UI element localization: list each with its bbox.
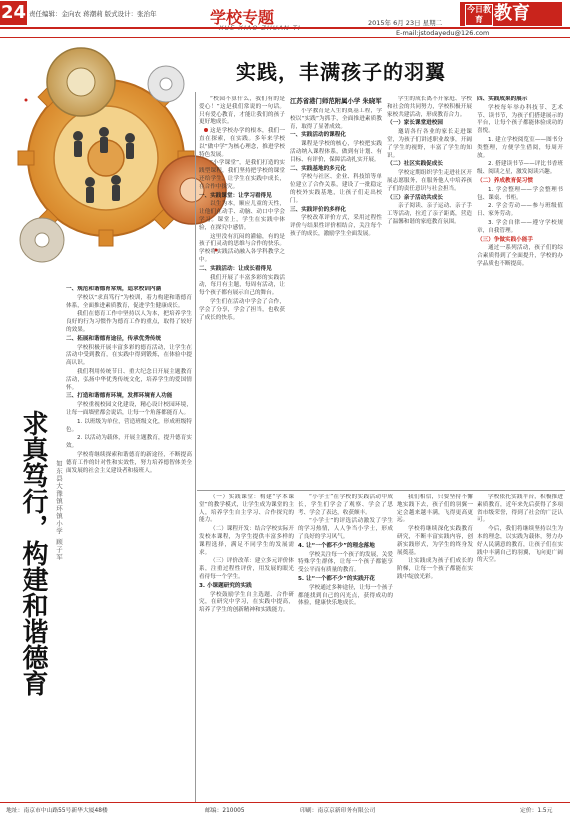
paragraph: 学校鼓励学生自主选题、合作研究，在研究中学习，在实践中提高，培养了学生的创新精神和实践能力。 (199, 591, 294, 614)
subheading: （三）争做实践小能手 (477, 236, 533, 243)
main-article-column-2 (290, 108, 382, 488)
header-divider (0, 27, 570, 29)
main-article-column-6 (298, 494, 393, 804)
paragraph: 让实践成为孩子们成长的阶梯，让每一个孩子都能在实践中绽放光彩。 (397, 558, 473, 580)
footer-price: 定价：1.5元 (520, 808, 553, 814)
paragraph: 以生为本，顺应儿童的天性，让他们在动手、动脑、动口中学会学习。课堂上，学生在实践中体验，在探究中感悟。 (199, 201, 285, 231)
page-footer (0, 805, 570, 817)
subheading: 三、实践评价的多样化 (290, 206, 346, 213)
page-number: 24 (0, 2, 27, 23)
subheading: 一、实践活动的课程化 (290, 132, 346, 139)
paragraph: 我们相信，只要坚持不懈地实践下去，孩子们的羽翼一定会越来越丰满，飞得更高更远。 (397, 494, 473, 524)
main-article-column-1 (199, 96, 285, 488)
page-header (0, 0, 570, 37)
left-article-title: 求真笃行，构建和谐德育 (18, 410, 48, 696)
paragraph: 学校将继续探索和谐德育的新途径，不断提高德育工作的针对性和实效性，努力培养德智体美全面发展的社会主义建设者和接班人。 (66, 451, 192, 474)
left-article-body (66, 286, 192, 802)
main-article-column-8 (477, 494, 563, 804)
paragraph: 通过一系列活动，孩子们的综合素质得到了全面提升，学校的办学品质也不断提高。 (477, 245, 563, 267)
footer-divider (0, 802, 570, 803)
paragraph: “校园不算什么，我们有的是爱心！”这是我们常说的一句话。只有爱心教育，才能让我们的孩子更好地成长。 (199, 96, 285, 126)
subheading: 一、规范和谐德育常规，追求校训内涵 (66, 286, 162, 292)
paragraph: 学生的成长离不开家庭、学校和社会的共同努力，学校积极开展家校共建活动，形成教育合力。 (387, 96, 472, 118)
section-divider (197, 490, 565, 491)
section-title: 学校专题 (210, 8, 275, 27)
paragraph: 2. 学会劳动——参与班级值日、家务劳动。 (477, 203, 563, 218)
main-article-column-3 (387, 96, 472, 488)
subheading: 4. 让“一个都不少”的理念落地 (298, 542, 375, 549)
subheading: （二）社区实践促成长 (387, 161, 443, 168)
header-divider-thin (0, 37, 570, 38)
paragraph: “小学士”在学校的实践活动中成长，学生们学会了观察、学会了思考、学会了表达，收获颇丰。 (298, 494, 393, 516)
column-divider (195, 92, 196, 802)
subheading: 二、实践基地的多元化 (290, 165, 346, 172)
left-article-byline: 如东县大豫镇环镇小学 顾子军 (55, 460, 63, 561)
article-byline: 江苏省港门师范附属小学 朱晓军 (290, 97, 382, 105)
paragraph: 学校重视校园文化建设，精心设计校园环境，让每一面墙壁都会说话，让每一个角落都能育人。 (66, 402, 192, 416)
paragraph: 学校每年举办科技节、艺术节、读书节，为孩子们搭建展示的平台，让每个孩子都能体验成功的喜悦。 (477, 104, 563, 135)
paragraph: 1. 学会整理——学会整理书包、课桌、书柜。 (477, 186, 563, 201)
paragraph: 学生们在活动中学会了合作，学会了分享，学会了担当，也收获了成长的快乐。 (199, 298, 285, 321)
paragraph: 学校关注每一个孩子的发展，关爱特殊学生群体，让每一个孩子都能享受公平而有质量的教育。 (298, 551, 393, 574)
footer-printer: 印刷：南京京新印务有限公司 (300, 808, 376, 814)
brand-name: 教育 (494, 3, 530, 24)
footer-postcode: 邮编：210005 (205, 808, 245, 814)
paragraph: 学校将继续深化实践教育研究，不断丰富实践内容，创新实践形式，为学生的终身发展奠基。 (397, 526, 473, 556)
paragraph: 我们开展了丰富多彩的实践活动，每月有主题，每周有活动，让每个孩子都有展示自己的舞台。 (199, 274, 285, 297)
brand-logo-icon: 今日教育 (467, 5, 491, 24)
subheading: 3. 小课题研究的实践 (199, 582, 252, 589)
subheading: 四、实践成果的展示 (477, 96, 528, 102)
paragraph: 学校与社区、企业、科技馆等单位建立了合作关系，建设了一批稳定的校外实践基地，让孩子们走出校门。 (290, 174, 382, 204)
paragraph: 3. 学会自律——遵守学校规章，自我管理。 (477, 219, 563, 234)
subheading: （三）亲子活动共成长 (387, 194, 443, 201)
contact-email: E-mail:jstodayedu@126.com (396, 29, 490, 37)
subheading: 5. 让“一个都不少”的实践开花 (298, 575, 375, 582)
paragraph: 我们利用传统节日、重大纪念日开展主题教育活动，弘扬中华优秀传统文化，培养学生的爱国情怀。 (66, 368, 192, 391)
main-headline: 实践，丰满孩子的羽翼 (236, 60, 446, 84)
paragraph: 这是学校办学的根本，我们一直在探索，在实践。多年来学校以“做中学”为核心理念，推进学校特色发展。 (199, 128, 285, 158)
paragraph: “小学课堂”，是我们打造的实践型课程，我们坚持把学校的课堂还给学生，让学生在实践中成长，在合作中探究。 (199, 160, 285, 190)
main-article-column-4 (477, 96, 563, 488)
paragraph: 学校定期组织学生走进社区开展志愿服务，在服务他人中培养孩子们的责任意识与社会担当。 (387, 170, 472, 192)
paragraph: 这里没有沉闷的灌输，有的是孩子们灵动的思维与合作的快乐。学校将实践活动融入各学科教学之中。 (199, 233, 285, 263)
paragraph: 2. 以活动为载体，开展主题教育，提升德育实效。 (66, 435, 192, 450)
paragraph: 亲子阅读、亲子运动、亲子手工等活动，拉近了亲子距离，营造了温馨和谐的家庭教育氛围。 (387, 203, 472, 225)
paragraph: 2. 搭建读书节——评比书香班级、阅读之星，激发阅读兴趣。 (477, 161, 563, 176)
paragraph: 学校依托实践平台，积极推进素质教育，近年来先后获得了多项省市级荣誉，得到了社会的广泛认可。 (477, 494, 563, 524)
paragraph: 我们在德育工作中坚持以人为本，把培养学生良好的行为习惯作为德育工作的重点，取得了较好的效果。 (66, 311, 192, 333)
paragraph: （三）评价改革：建立多元评价体系，注重过程性评价，用发展的眼光看待每一个学生。 (199, 558, 294, 580)
subheading: 三、打造和谐德育环境，发挥环境育人功能 (66, 393, 173, 400)
paragraph: 课程是学校的核心，学校把实践活动纳入课程体系，做到有计划、有目标、有评价，保障活动扎实开展。 (290, 141, 382, 163)
subheading: 一、实践课堂：让学习看得见 (199, 192, 272, 199)
paragraph: 1. 建立学校阅览室——图书分类整理，方便学生借阅，每周开放。 (477, 136, 563, 159)
paragraph: 今后，我们将继续坚持以生为本的理念，以实践为载体，努力办好人民满意的教育，让孩子们在实践中丰满自己的羽翼，飞向更广阔的天空。 (477, 526, 563, 564)
paragraph: 学校积极开展丰富多彩的德育活动，让学生在活动中受到教育，在实践中得到锻炼，在体验中提高认识。 (66, 344, 192, 367)
subheading: 二、实践活动：让成长看得见 (199, 265, 272, 272)
main-article-column-7 (397, 494, 473, 804)
paragraph: （一）实践课堂：构建“学本课堂”的教学模式，让学生成为课堂的主人，培养学生自主学习、合作探究的能力。 (199, 494, 294, 524)
paragraph: “小学士”的评选活动激发了学生的学习热情，人人争当小学士，形成了良好的学习风气。 (298, 518, 393, 540)
paragraph: 学校改革评价方式，采用过程性评价与结果性评价相结合，关注每个孩子的成长，激励学生全面发展。 (290, 215, 382, 237)
issue-date: 2015年 6月 23日 星期二 (368, 19, 443, 27)
paragraph: 1. 以班级为单位，营造班级文化，形成班级特色。 (66, 418, 192, 433)
main-article-column-5 (199, 494, 294, 804)
paragraph: 邀请各行各业的家长走进课堂，为孩子们讲述职业故事，开阔了学生的视野，丰富了学生的知识。 (387, 129, 472, 159)
paragraph: 小学教育是人生的奠基工程，学校以“实践”为抓手，全面推进素质教育，取得了显著成效。 (290, 108, 382, 130)
paragraph: 学校以“求真笃行”为校训，着力构建和谐德育体系，全面推进素质教育，促进学生健康成长。 (66, 294, 192, 309)
editors-line: 责任编辑：金向农 蒋潮莉 版式设计：张治年 (29, 10, 157, 18)
subheading: （一）家长课堂进校园 (387, 120, 443, 127)
paragraph: （二）课程开发：结合学校实际开发校本课程，为学生提供丰富多样的课程选择，满足不同学生的发展需求。 (199, 526, 294, 556)
subheading: 二、拓展和谐德育途径，传承优秀传统 (66, 335, 162, 342)
paragraph: 学校通过多种途径，让每一个孩子都能找到自己的闪光点，获得成功的体验，健康快乐地成长。 (298, 584, 393, 607)
upper-gear-icon (47, 48, 115, 116)
footer-address: 地址：南京市中山路55号新华大厦48楼 (6, 808, 108, 814)
subheading: （二）养成教育促习惯 (477, 177, 533, 184)
